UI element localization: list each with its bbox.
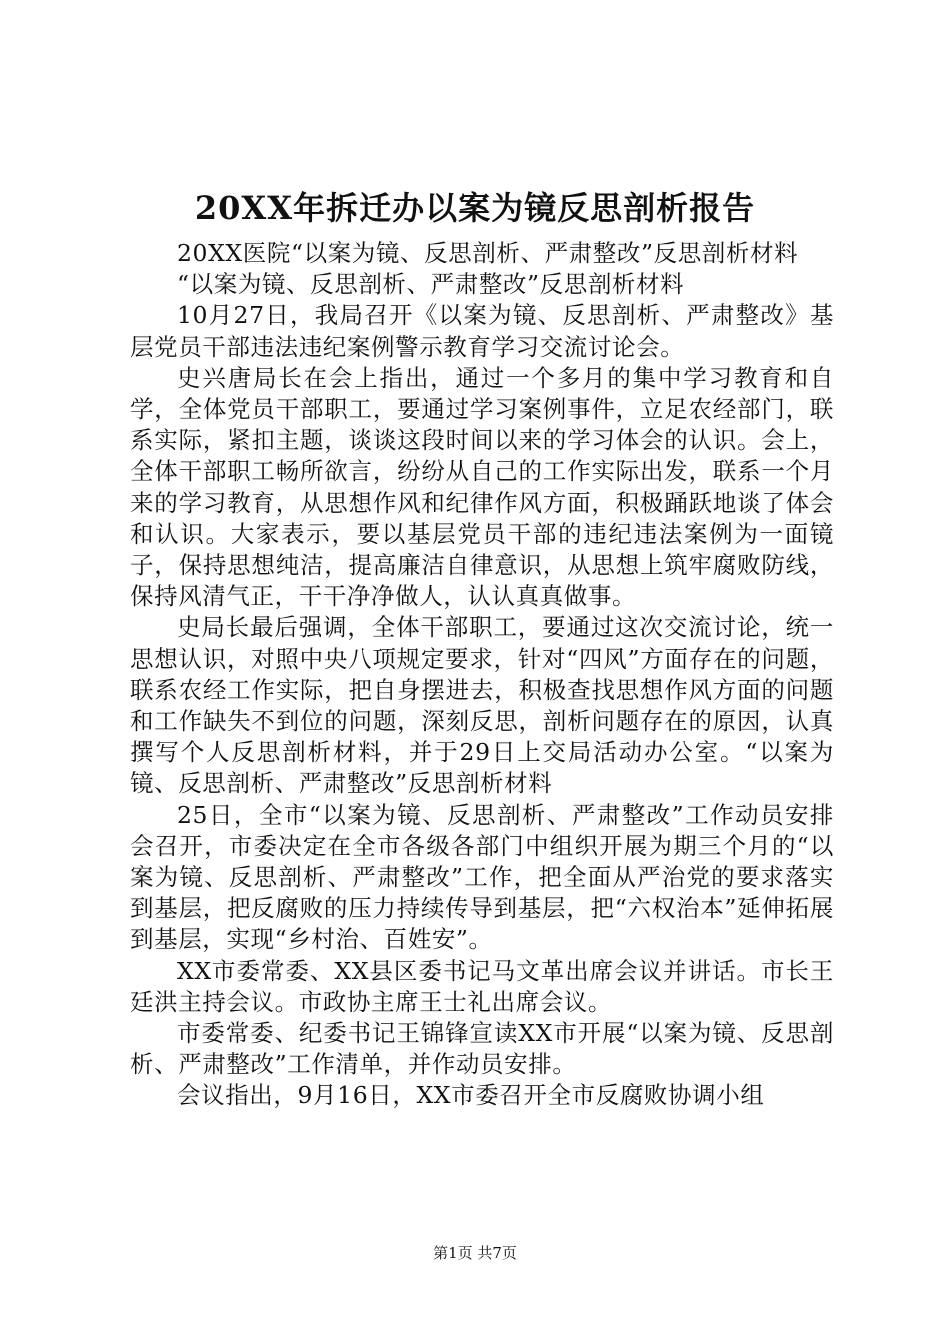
document-body <box>130 238 834 1112</box>
page-number-footer: 第1页 共7页 <box>433 1244 517 1262</box>
paragraph: 25日，全市“以案为镜、反思剖析、严肃整改”工作动员安排会召开，市委决定在全市各级各部门中组织开展为期三个月的“以案为镜、反思剖析、严肃整改”工作，把全面从严治党的要求落实到基层，把反腐败的压力持续传导到基层，把“六权治本”延伸拓展到基层，实现“乡村治、百姓安”。 <box>130 800 834 954</box>
paragraph: 10月27日，我局召开《以案为镜、反思剖析、严肃整改》基层党员干部违法违纪案例警示教育学习交流讨论会。 <box>130 301 834 361</box>
paragraph: 20XX医院“以案为镜、反思剖析、严肃整改”反思剖析材料 <box>177 239 799 267</box>
paragraph: 市委常委、纪委书记王锦锋宣读XX市开展“以案为镜、反思剖析、严肃整改”工作清单，并作动员安排。 <box>130 1019 834 1079</box>
paragraph: 史兴唐局长在会上指出，通过一个多月的集中学习教育和自学，全体党员干部职工，要通过学习案例事件，立足农经部门，联系实际，紧扣主题，谈谈这段时间以来的学习体会的认识。会上，全体干部职工畅所欲言，纷纷从自己的工作实际出发，联系一个月来的学习教育，从思想作风和纪律作风方面，积极踊跃地谈了体会和认识。大家表示，要以基层党员干部的违纪违法案例为一面镜子，保持思想纯洁，提高廉洁自律意识，从思想上筑牢腐败防线，保持风清气正，干干净净做人，认认真真做事。 <box>130 363 834 611</box>
paragraph: XX市委常委、XX县区委书记马文革出席会议并讲话。市长王廷洪主持会议。市政协主席王士礼出席会议。 <box>130 956 834 1016</box>
document-title: 20XX年拆迁办以案为镜反思剖析报告 <box>194 189 756 227</box>
paragraph: 会议指出，9月16日，XX市委召开全市反腐败协调小组 <box>177 1081 765 1110</box>
paragraph: “以案为镜、反思剖析、严肃整改”反思剖析材料 <box>177 270 685 299</box>
paragraph: 史局长最后强调，全体干部职工，要通过这次交流讨论，统一思想认识，对照中央八项规定要求，针对“四风”方面存在的问题，联系农经工作实际，把自身摆进去，积极查找思想作风方面的问题和工作缺失不到位的问题，深刻反思，剖析问题存在的原因，认真撰写个人反思剖析材料，并于29日上交局活动办公室。“以案为镜、反思剖析、严肃整改”反思剖析材料 <box>130 613 834 798</box>
